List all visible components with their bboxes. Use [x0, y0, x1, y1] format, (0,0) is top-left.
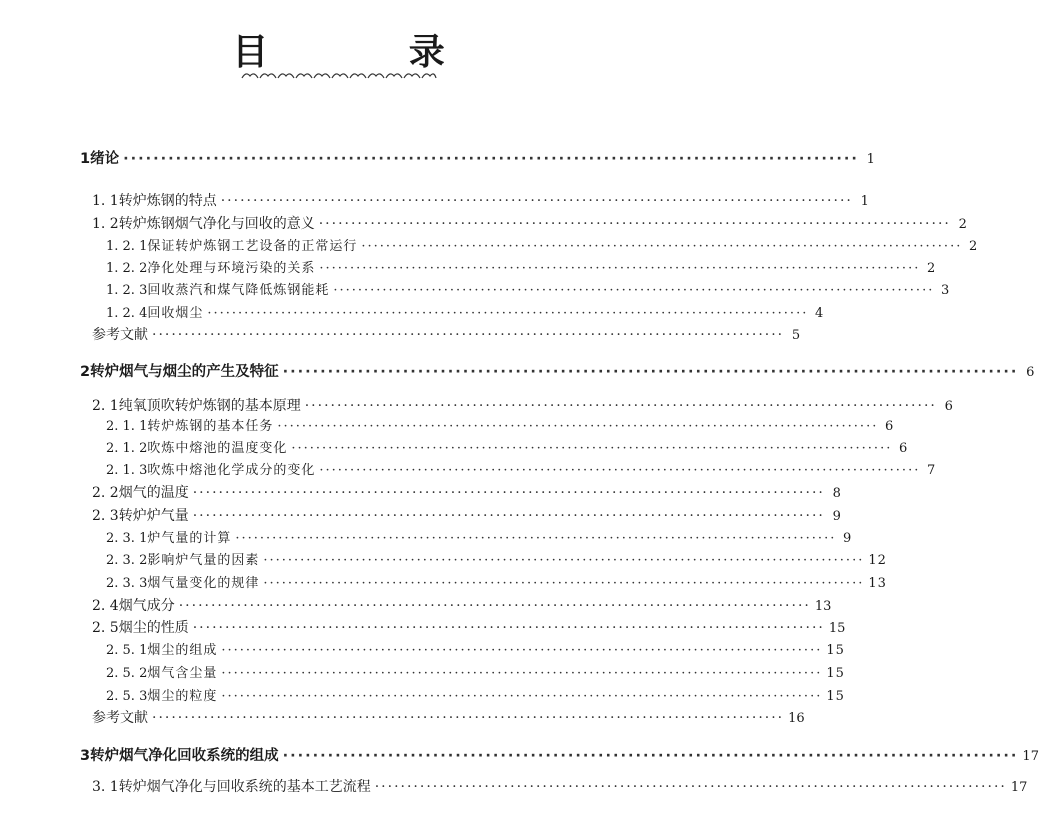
- toc-entry-title: 烟气含尘量: [147, 666, 218, 681]
- toc-leader-dots: ··································································································: [192, 508, 825, 524]
- toc-page-number: 7: [927, 463, 937, 478]
- toc-entry-number: 1. 2. 2: [106, 261, 148, 276]
- title-ornament: [238, 70, 438, 80]
- toc-leader-dots: ··································································································: [123, 151, 859, 167]
- toc-leader-dots: ··································································································: [333, 283, 935, 298]
- toc-leader-dots: ··································································································: [207, 306, 809, 321]
- toc-leader-dots: ··································································································: [221, 689, 823, 704]
- toc-page-number: 12: [868, 553, 887, 568]
- toc-leader-dots: ··································································································: [361, 239, 963, 254]
- toc-entry[interactable]: [106, 549, 887, 568]
- toc-entry-number: 2. 5. 2: [106, 666, 148, 681]
- toc-page-number: 17: [1010, 780, 1028, 795]
- toc-leader-dots: ··································································································: [152, 710, 785, 726]
- toc-page-number: 9: [843, 531, 853, 546]
- toc-entry-number: 3: [80, 748, 91, 764]
- toc-page-number: 15: [826, 643, 845, 658]
- toc-entry-number: 2. 1. 3: [106, 463, 148, 478]
- toc-entry[interactable]: [92, 190, 869, 210]
- toc-leader-dots: ··································································································: [220, 193, 853, 209]
- toc-leader-dots: ··································································································: [178, 598, 811, 614]
- toc-entry[interactable]: [92, 617, 846, 637]
- toc-leader-dots: ··································································································: [235, 531, 837, 546]
- toc-entry-title: 影响炉气量的因素: [147, 553, 260, 568]
- toc-page-number: 6: [899, 441, 909, 456]
- toc-entry[interactable]: [106, 437, 909, 456]
- toc-leader-dots: ··································································································: [319, 261, 921, 276]
- toc-entry[interactable]: [106, 415, 895, 434]
- toc-entry-number: 2. 5. 1: [106, 643, 148, 658]
- toc-entry-number: 2. 5: [92, 620, 119, 636]
- toc-entry-title: 吹炼中熔池化学成分的变化: [147, 463, 316, 478]
- toc-page-number: 2: [927, 261, 937, 276]
- toc-entry-number: 2. 2: [92, 485, 119, 501]
- toc-entry[interactable]: [106, 527, 853, 546]
- toc-entry-number: 2. 3. 2: [106, 553, 148, 568]
- toc-page-number: 2: [958, 217, 967, 232]
- toc-leader-dots: ··································································································: [291, 441, 893, 456]
- toc-page-number: 1: [866, 152, 875, 167]
- toc-leader-dots: ··································································································: [319, 463, 921, 478]
- toc-entry[interactable]: [92, 595, 832, 615]
- toc-entry-number: 2. 3: [92, 508, 119, 524]
- toc-entry-title: 烟气的温度: [118, 485, 189, 501]
- toc-page-number: 4: [815, 306, 825, 321]
- toc-entry-title: 转炉炉气量: [118, 508, 189, 524]
- toc-entry[interactable]: [80, 360, 1035, 381]
- toc-entry-number: 2. 4: [92, 598, 119, 614]
- toc-entry[interactable]: [106, 279, 951, 298]
- toc-entry-title: 转炉烟气与烟尘的产生及特征: [90, 364, 279, 380]
- toc-entry-title: 净化处理与环境污染的关系: [147, 261, 316, 276]
- toc-entry[interactable]: [106, 459, 937, 478]
- toc-entry-title: 烟气成分: [118, 598, 175, 614]
- toc-leader-dots: ··································································································: [221, 643, 823, 658]
- toc-page-number: 16: [788, 711, 805, 726]
- toc-leader-dots: ··································································································: [282, 748, 1019, 764]
- toc-entry-title: 吹炼中熔池的温度变化: [147, 441, 288, 456]
- toc-entry-title: 保证转炉炼钢工艺设备的正常运行: [147, 239, 358, 254]
- toc-entry[interactable]: [106, 685, 845, 704]
- toc-page-number: 13: [868, 576, 887, 591]
- toc-entry[interactable]: [92, 213, 967, 233]
- toc-entry-title: 转炉烟气净化回收系统的组成: [90, 748, 279, 764]
- toc-leader-dots: ··································································································: [263, 553, 865, 568]
- toc-entry[interactable]: [106, 572, 887, 591]
- toc-entry[interactable]: [92, 482, 841, 502]
- toc-entry-number: 2. 3. 1: [106, 531, 148, 546]
- toc-entry-title: 烟气量变化的规律: [147, 576, 260, 591]
- toc-entry-title: 转炉炼钢的基本任务: [147, 419, 274, 434]
- toc-entry[interactable]: [92, 776, 1028, 796]
- toc-leader-dots: ··································································································: [277, 419, 879, 434]
- toc-entry-number: 1: [80, 151, 91, 167]
- toc-page-number: 6: [885, 419, 895, 434]
- toc-entry-title: 转炉炼钢的特点: [118, 193, 217, 209]
- toc-entry-title: 烟尘的粒度: [147, 689, 218, 704]
- toc-leader-dots: ··································································································: [152, 327, 785, 343]
- toc-leader-dots: ··································································································: [282, 364, 1019, 380]
- toc-entry[interactable]: [106, 662, 845, 681]
- toc-leader-dots: ··································································································: [304, 398, 937, 414]
- toc-page-number: 3: [941, 283, 951, 298]
- toc-entry-number: 2. 1: [92, 398, 119, 414]
- toc-entry[interactable]: [80, 744, 1039, 765]
- toc-entry[interactable]: [92, 707, 805, 727]
- toc-leader-dots: ··································································································: [318, 216, 951, 232]
- toc-leader-dots: ··································································································: [192, 620, 825, 636]
- toc-entry-title: 回收烟尘: [147, 306, 204, 321]
- toc-entry-number: 1. 2. 4: [106, 306, 148, 321]
- toc-entry-number: 2. 1. 2: [106, 441, 148, 456]
- toc-entry[interactable]: [106, 235, 979, 254]
- toc-entry-number: 1. 2. 3: [106, 283, 148, 298]
- toc-page-number: 6: [1026, 365, 1035, 380]
- toc-page-number: 2: [969, 239, 979, 254]
- toc-page-number: 15: [826, 666, 845, 681]
- toc-entry-number: 3. 1: [92, 779, 119, 795]
- page-title: 目 录: [232, 32, 509, 73]
- toc-page-number: 1: [860, 194, 869, 209]
- toc-entry[interactable]: [106, 639, 845, 658]
- toc-page-number: 5: [791, 328, 801, 343]
- toc-entry-number: 2. 5. 3: [106, 689, 148, 704]
- toc-page-number: 17: [1022, 749, 1039, 764]
- toc-entry-title: 烟尘的性质: [118, 620, 189, 636]
- toc-leader-dots: ··································································································: [263, 576, 865, 591]
- toc-page-number: 8: [832, 486, 841, 501]
- toc-entry-title: 转炉炼钢烟气净化与回收的意义: [118, 216, 315, 232]
- toc-page-number: 9: [832, 509, 841, 524]
- toc-entry-number: 1. 1: [92, 193, 119, 209]
- toc-entry-title: 烟尘的组成: [147, 643, 218, 658]
- toc-entry[interactable]: [92, 324, 801, 344]
- toc-entry-number: 1. 2. 1: [106, 239, 148, 254]
- toc-entry-title: 纯氧顶吹转炉炼钢的基本原理: [118, 398, 301, 414]
- toc-entry-title: 转炉烟气净化与回收系统的基本工艺流程: [118, 779, 371, 795]
- toc-entry-title: 回收蒸汽和煤气降低炼钢能耗: [147, 283, 330, 298]
- toc-entry[interactable]: [92, 505, 841, 525]
- toc-entry-number: 2. 1. 1: [106, 419, 148, 434]
- toc-entry-title: 炉气量的计算: [147, 531, 232, 546]
- toc-leader-dots: ··································································································: [374, 779, 1007, 795]
- toc-entry[interactable]: [106, 302, 825, 321]
- toc-entry[interactable]: [92, 395, 953, 415]
- toc-entry-title: 参考文献: [92, 710, 148, 726]
- toc-page-number: 15: [828, 621, 846, 636]
- toc-leader-dots: ··································································································: [221, 666, 823, 681]
- toc-page-number: 6: [944, 399, 953, 414]
- toc-entry-title: 参考文献: [92, 327, 148, 343]
- toc-page-number: 13: [814, 599, 832, 614]
- toc-entry-number: 1. 2: [92, 216, 119, 232]
- toc-entry-title: 绪论: [90, 151, 120, 167]
- toc-entry[interactable]: [106, 257, 937, 276]
- toc-entry-number: 2: [80, 364, 91, 380]
- toc-leader-dots: ··································································································: [192, 485, 825, 501]
- toc-entry-number: 2. 3. 3: [106, 576, 148, 591]
- toc-page-number: 15: [826, 689, 845, 704]
- toc-entry[interactable]: [80, 147, 875, 168]
